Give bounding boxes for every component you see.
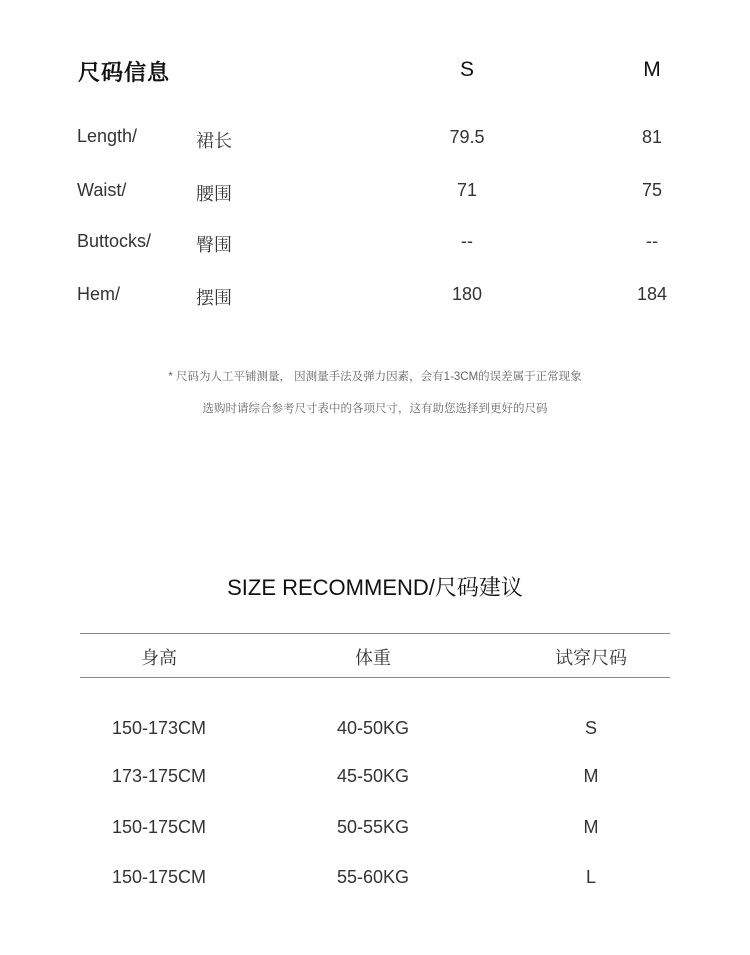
table-top-rule	[80, 633, 670, 634]
size-row-value-m: 184	[636, 284, 668, 304]
size-row-value-m: --	[646, 231, 658, 251]
header-bottom-rule	[80, 677, 670, 678]
size-row-label-zh: 摆围	[196, 288, 232, 308]
size-recommend-title: SIZE RECOMMEND/尺码建议	[227, 575, 523, 600]
size-row-label-en: Length/	[77, 126, 138, 146]
size-cell: M	[583, 817, 599, 837]
size-header-s: S	[459, 58, 474, 81]
header-weight: 体重	[355, 648, 391, 668]
weight-cell: 55-60KG	[336, 867, 410, 887]
size-row-label-en: Hem/	[77, 284, 121, 304]
size-row-value-m: 75	[641, 180, 663, 200]
size-row-value-m: 81	[641, 127, 663, 147]
size-row-label-zh: 裙长	[196, 131, 232, 151]
height-cell: 173-175CM	[111, 766, 207, 786]
size-row-value-s: --	[461, 231, 473, 251]
header-fit-size: 试穿尺码	[555, 648, 627, 668]
size-info-title: 尺码信息	[78, 60, 171, 85]
header-height: 身高	[141, 648, 177, 668]
size-header-m: M	[643, 58, 661, 81]
size-row-label-zh: 臀围	[196, 235, 232, 255]
size-row-value-s: 180	[451, 284, 483, 304]
measurement-note: * 尺码为人工平铺测量， 因测量手法及弹力因素，会有1-3CM的误差属于正常现象	[168, 371, 582, 383]
weight-cell: 50-55KG	[336, 817, 410, 837]
size-cell: L	[585, 867, 596, 887]
size-cell: S	[584, 718, 597, 738]
height-cell: 150-175CM	[111, 867, 207, 887]
size-row-value-s: 71	[456, 180, 478, 200]
weight-cell: 40-50KG	[336, 718, 410, 738]
height-cell: 150-173CM	[111, 718, 207, 738]
selection-note: 选购时请综合参考尺寸表中的各项尺寸，这有助您选择到更好的尺码	[202, 403, 548, 415]
weight-cell: 45-50KG	[336, 766, 410, 786]
size-row-label-en: Waist/	[77, 180, 127, 200]
size-row-label-en: Buttocks/	[77, 231, 152, 251]
size-row-value-s: 79.5	[449, 127, 485, 147]
size-cell: M	[583, 766, 599, 786]
height-cell: 150-175CM	[111, 817, 207, 837]
size-row-label-zh: 腰围	[196, 184, 232, 204]
